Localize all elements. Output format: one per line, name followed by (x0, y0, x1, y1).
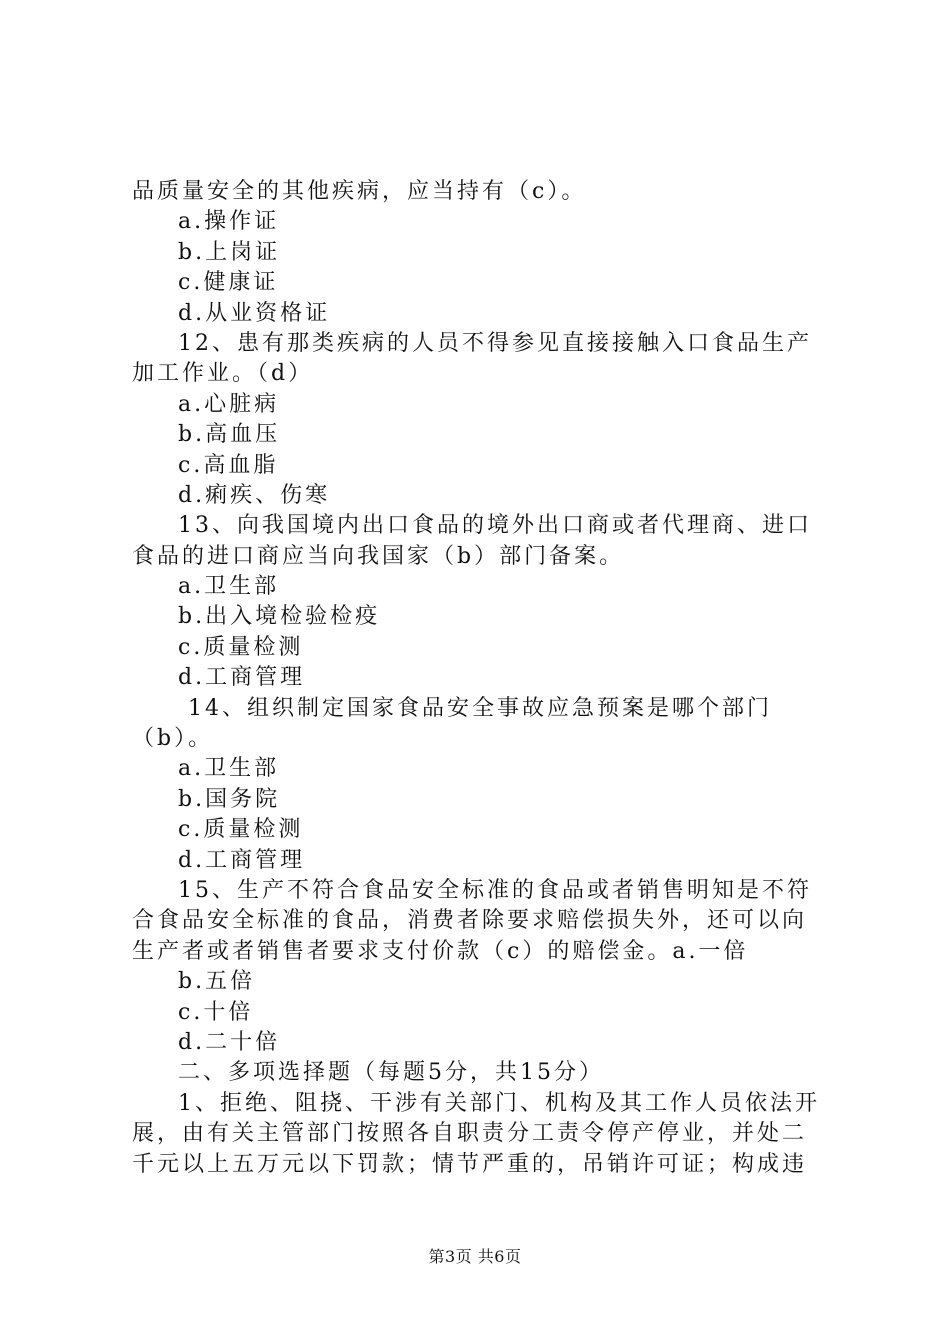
text-line: c.质量检测 (178, 817, 304, 843)
text-line: （b）。 (132, 726, 214, 752)
text-line: 合食品安全标准的食品，消费者除要求赔偿损失外，还可以向 (132, 908, 808, 934)
text-line: 14、组织制定国家食品安全事故应急预案是哪个部门 (188, 695, 772, 721)
text-line: b.上岗证 (178, 239, 281, 265)
text-line: d.从业资格证 (178, 300, 331, 326)
text-line: 食品的进口商应当向我国家（b）部门备案。 (132, 543, 625, 569)
text-line: b.五倍 (178, 969, 256, 995)
text-line: 加工作业。（d） (132, 361, 314, 387)
text-line: 二、多项选择题（每题5分，共15分） (178, 1060, 604, 1086)
text-line: a.卫生部 (178, 756, 280, 782)
text-line: a.心脏病 (178, 391, 280, 417)
text-line: a.卫生部 (178, 574, 280, 600)
text-line: 13、向我国境内出口食品的境外出口商或者代理商、进口 (178, 513, 812, 539)
text-line: 生产者或者销售者要求支付价款（c）的赔偿金。a.一倍 (132, 938, 749, 964)
text-line: c.质量检测 (178, 634, 304, 660)
text-line: 1、拒绝、阻挠、干涉有关部门、机构及其工作人员依法开 (178, 1090, 820, 1116)
text-line: a.操作证 (178, 209, 280, 235)
text-line: c.十倍 (178, 999, 254, 1025)
text-line: 展，由有关主管部门按照各自职责分工责令停产停业，并处二 (132, 1121, 808, 1147)
text-line: b.高血压 (178, 422, 281, 448)
document-body (132, 177, 832, 1180)
text-line: d.工商管理 (178, 847, 306, 873)
page-footer: 第3页 共6页 (428, 1247, 522, 1266)
text-line: 12、患有那类疾病的人员不得参见直接接触入口食品生产 (178, 330, 812, 356)
text-line: b.出入境检验检疫 (178, 604, 381, 630)
text-line: 品质量安全的其他疾病，应当持有（c）。 (132, 179, 587, 204)
text-line: d.二十倍 (178, 1029, 281, 1055)
text-line: 15、生产不符合食品安全标准的食品或者销售明知是不符 (178, 877, 812, 903)
text-line: c.高血脂 (178, 452, 279, 478)
text-line: 千元以上五万元以下罚款；情节严重的，吊销许可证；构成违 (132, 1151, 808, 1177)
text-line: b.国务院 (178, 786, 281, 812)
text-line: d.痢疾、伤寒 (178, 482, 331, 508)
text-line: c.健康证 (178, 270, 279, 296)
text-line: d.工商管理 (178, 665, 306, 691)
